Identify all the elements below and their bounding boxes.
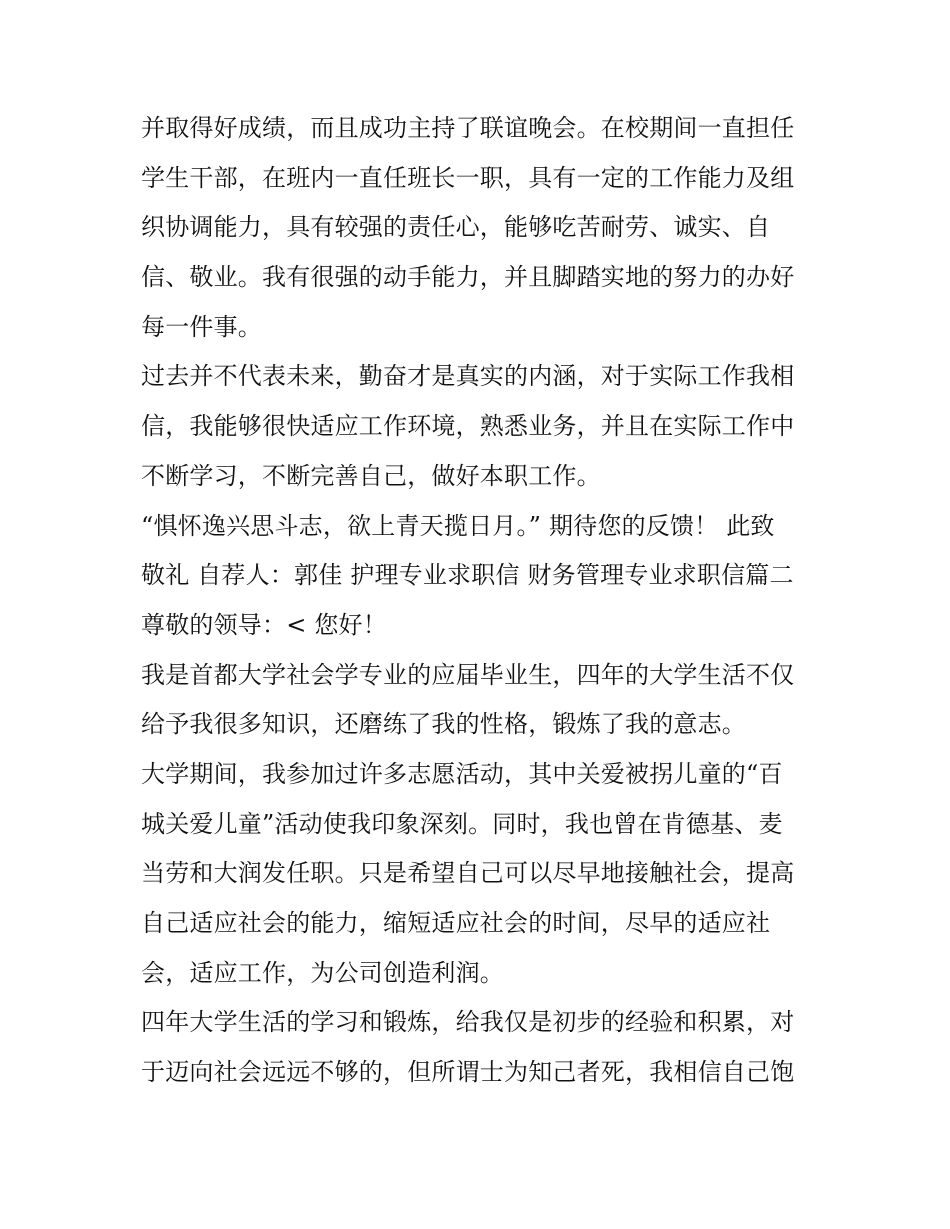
text-line: 城关爱儿童”活动使我印象深刻。同时，我也曾在肯德基、麦 [141, 809, 783, 838]
text-line: 每一件事。 [141, 312, 262, 341]
text-line: 信，我能够很快适应工作环境，熟悉业务，并且在实际工作中 [141, 412, 795, 441]
text-line: 学生干部，在班内一直任班长一职，具有一定的工作能力及组 [141, 163, 795, 192]
text-line: 尊敬的领导：< 您好！ [141, 610, 387, 639]
text-line: 不断学习，不断完善自己，做好本职工作。 [141, 461, 601, 490]
text-line: 给予我很多知识，还磨练了我的性格，锻炼了我的意志。 [141, 710, 746, 739]
text-line: 当劳和大润发任职。只是希望自己可以尽早地接触社会，提高 [141, 859, 795, 888]
text-line: 于迈向社会远远不够的，但所谓士为知己者死，我相信自己饱 [141, 1058, 795, 1087]
text-line: 会，适应工作，为公司创造利润。 [141, 958, 504, 987]
text-line: 并取得好成绩，而且成功主持了联谊晚会。在校期间一直担任 [141, 114, 795, 142]
text-line: 过去并不代表未来，勤奋才是真实的内涵，对于实际工作我相 [141, 362, 795, 391]
text-line: “惧怀逸兴思斗志，欲上青天揽日月。” 期待您的反馈！ 此致 [141, 511, 775, 540]
text-line: 信、敬业。我有很强的动手能力，并且脚踏实地的努力的办好 [141, 263, 795, 292]
text-line: 大学期间，我参加过许多志愿活动，其中关爱被拐儿童的“百 [141, 759, 783, 788]
text-line: 自己适应社会的能力，缩短适应社会的时间，尽早的适应社 [141, 909, 771, 937]
text-line: 四年大学生活的学习和锻炼，给我仅是初步的经验和积累，对 [141, 1008, 795, 1037]
text-line: 织协调能力，具有较强的责任心，能够吃苦耐劳、诚实、自 [141, 213, 771, 242]
body-text [141, 104, 831, 1098]
text-line: 我是首都大学社会学专业的应届毕业生，四年的大学生活不仅 [141, 660, 795, 689]
text-line: 敬礼 自荐人：郭佳 护理专业求职信 财务管理专业求职信篇二 [141, 561, 794, 590]
